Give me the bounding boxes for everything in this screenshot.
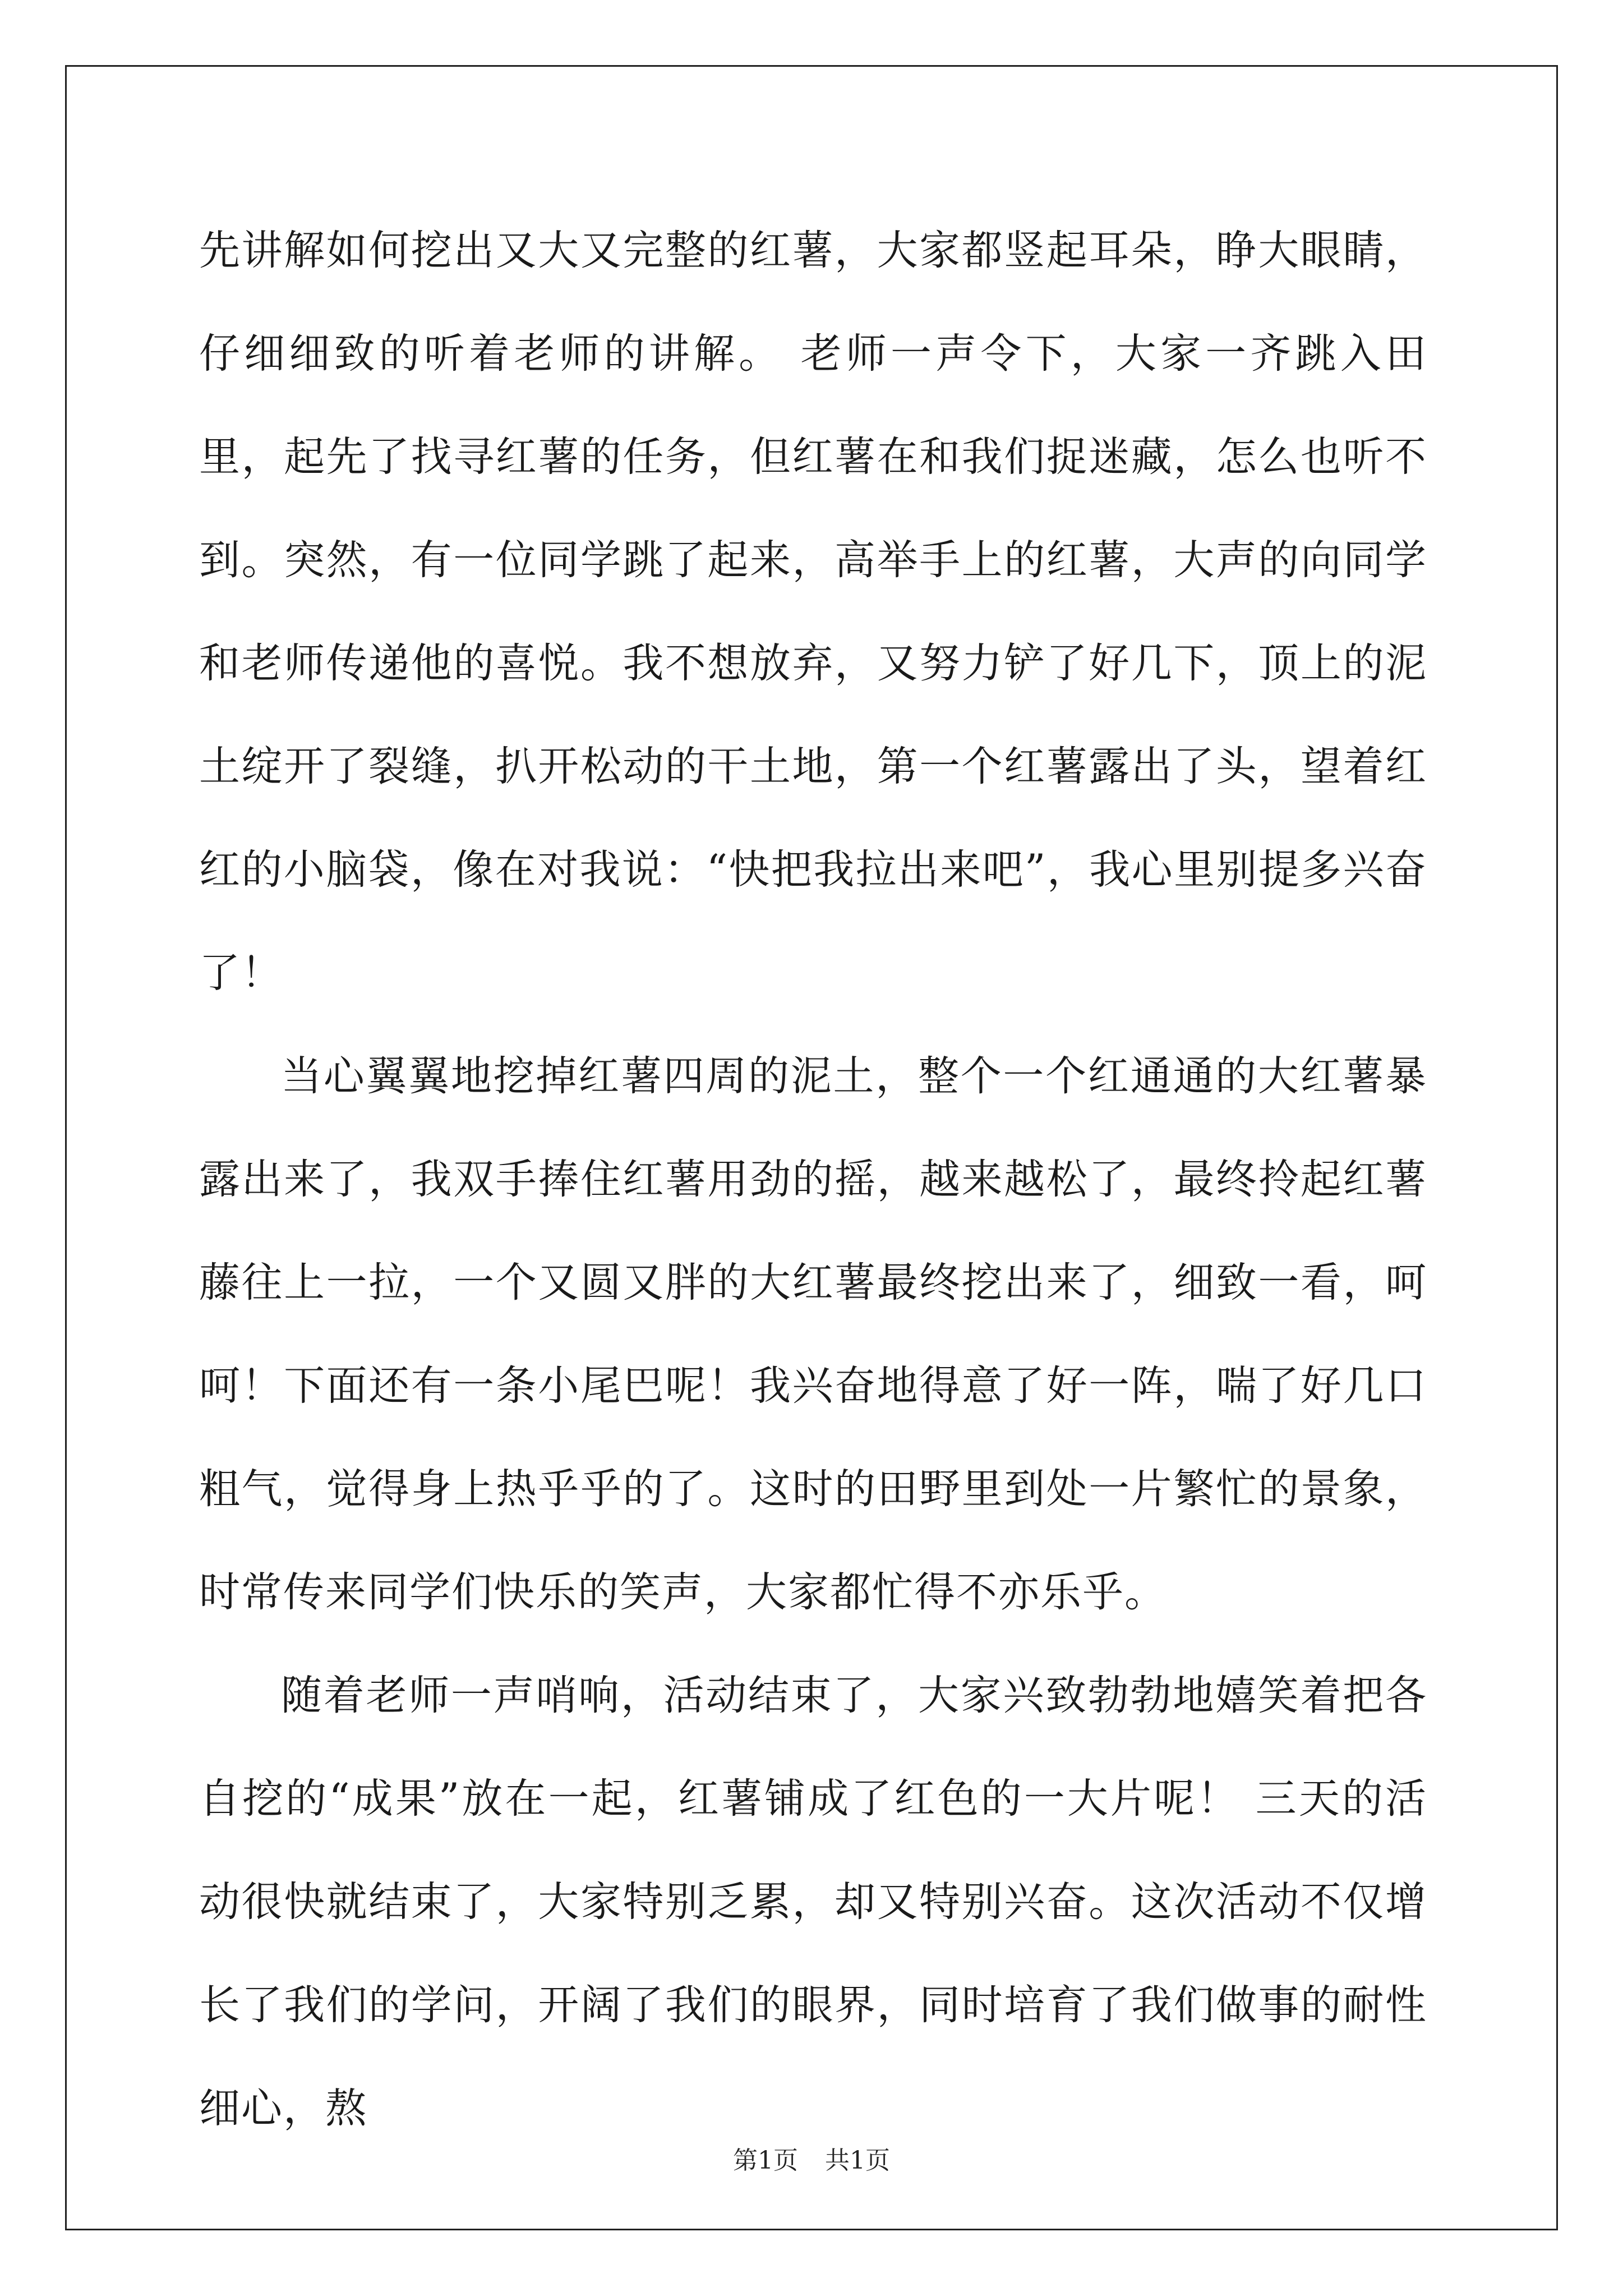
page-number: 第1页 [733, 2146, 798, 2175]
document-body [199, 199, 1427, 2160]
page-total: 共1页 [825, 2146, 890, 2175]
paragraph-2: 当心翼翼地挖掉红薯四周的泥土，整个一个红通通的大红薯暴露出来了，我双手捧住红薯用劲的摇，越来越松了，最终拎起红薯藤往上一拉，一个又圆又胖的大红薯最终挖出来了，细致一看，呵呵！下面还有一条小尾巴呢！我兴奋地得意了好一阵，喘了好几口粗气，觉得身上热乎乎的了。这时的田野里到处一片繁忙的景象，时常传来同学们快乐的笑声，大家都忙得不亦乐乎。 [199, 1052, 1427, 1616]
page-footer [0, 2140, 1623, 2176]
paragraph-3: 随着老师一声哨响，活动结束了，大家兴致勃勃地嬉笑着把各自挖的“成果”放在一起，红薯铺成了红色的一大片呢！ 三天的活动很快就结束了，大家特别乏累，却又特别兴奋。这次活动不仅增长了我们的学问，开阔了我们的眼界，同时培育了我们做事的耐性细心，熬 [199, 1672, 1427, 2132]
paragraph-1: 先讲解如何挖出又大又完整的红薯，大家都竖起耳朵，睁大眼睛，仔细细致的听着老师的讲解。 老师一声令下，大家一齐跳入田里，起先了找寻红薯的任务，但红薯在和我们捉迷藏，怎么也听不到。突然，有一位同学跳了起来，高举手上的红薯，大声的向同学和老师传递他的喜悦。我不想放弃，又努力铲了好几下，顶上的泥土绽开了裂缝，扒开松动的干土地，第一个红薯露出了头，望着红红的小脑袋，像在对我说：“快把我拉出来吧”，我心里别提多兴奋了！ [199, 227, 1427, 997]
